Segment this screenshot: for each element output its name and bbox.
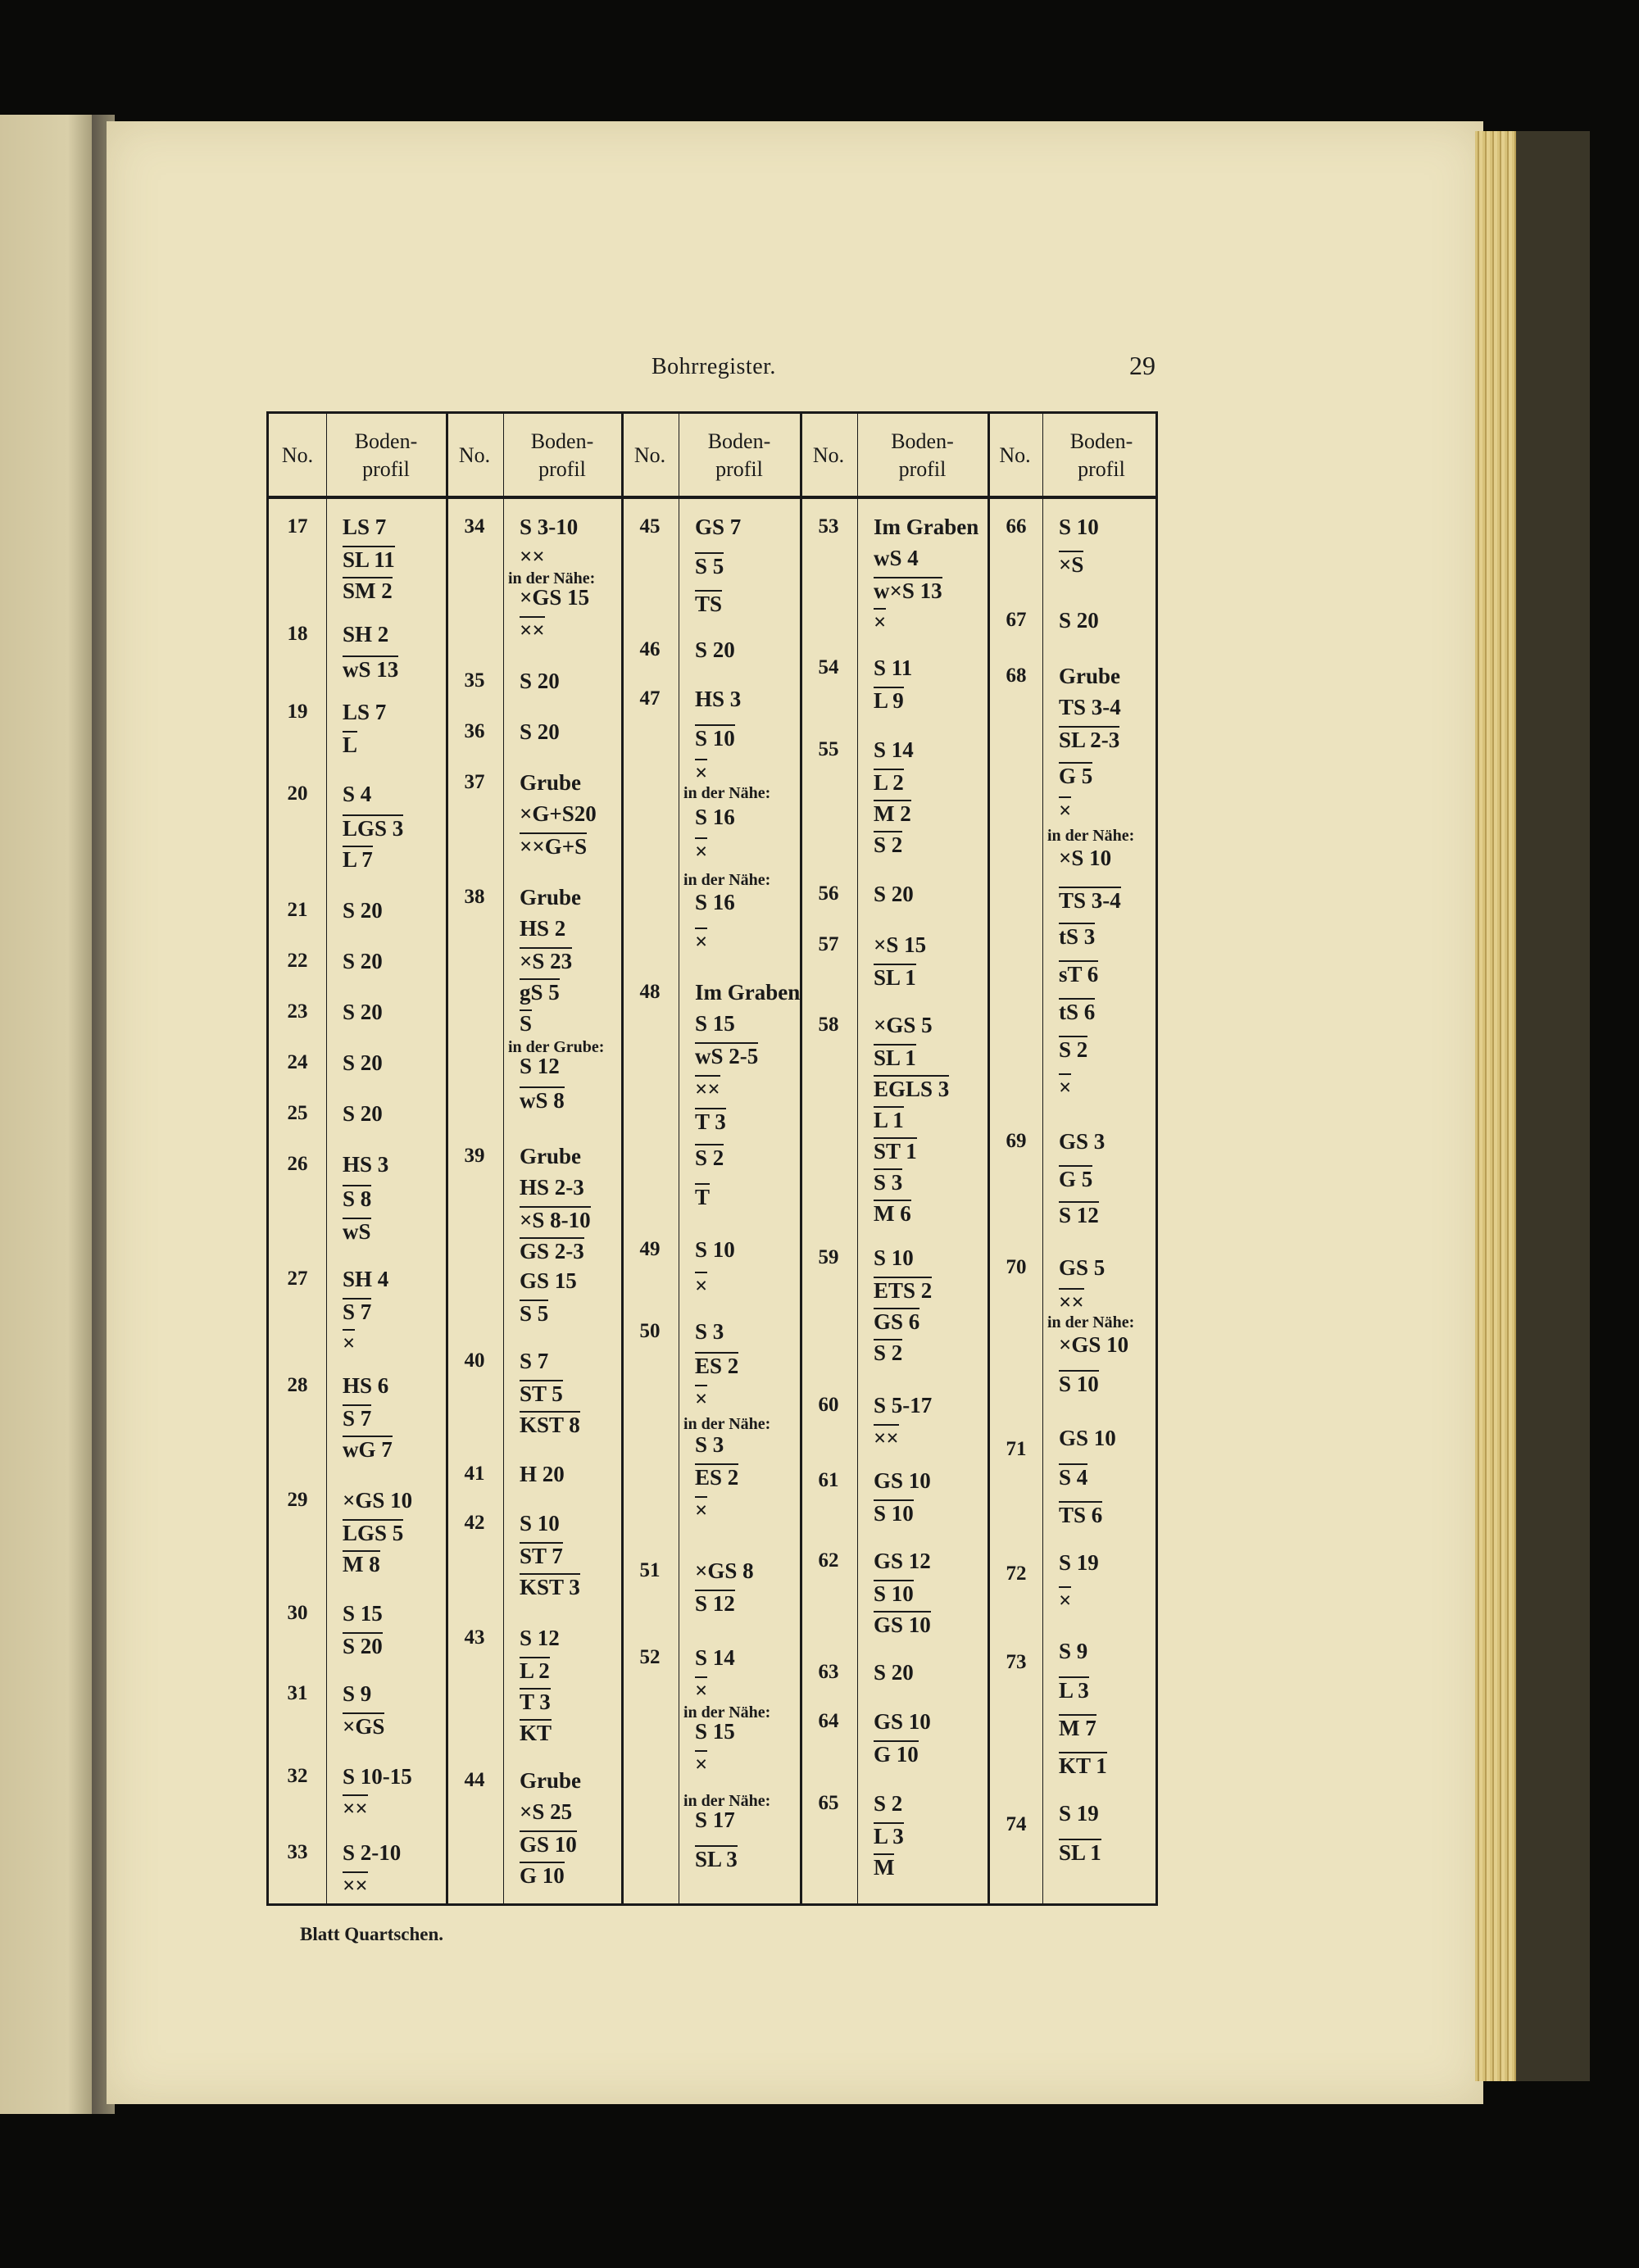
soil-profile-entry: ×S 10: [1059, 846, 1112, 870]
soil-profile-entry: ×: [1059, 798, 1072, 823]
soil-profile-entry: S 20: [874, 882, 914, 906]
soil-profile-entry: SL 1: [1059, 1840, 1101, 1865]
soil-profile-entry: wG 7: [343, 1437, 393, 1462]
bore-number: 70: [1006, 1256, 1027, 1278]
soil-profile-entry: SL 2-3: [1059, 728, 1120, 752]
soil-profile-entry: KST 8: [520, 1413, 580, 1437]
soil-profile-entry: S 20: [343, 1101, 383, 1126]
soil-profile-entry: S 9: [1059, 1639, 1088, 1663]
soil-profile-entry: S 14: [874, 737, 914, 762]
bore-number: 56: [818, 882, 839, 905]
bore-number: 72: [1006, 1563, 1027, 1585]
soil-profile-entry: S 9: [343, 1681, 372, 1706]
soil-profile-entry: S 5-17: [874, 1393, 933, 1418]
soil-profile-entry: ES 2: [695, 1465, 739, 1490]
soil-profile-entry: ×GS 5: [874, 1013, 933, 1037]
soil-profile-entry: ×GS 8: [695, 1558, 754, 1583]
soil-profile-entry: Im Graben: [874, 515, 979, 539]
soil-profile-entry: tS 6: [1059, 1000, 1096, 1024]
bore-number: 44: [464, 1769, 485, 1791]
header-bodenprofil: Boden- profil: [1069, 429, 1133, 481]
soil-profile-entry: S 10: [1059, 1372, 1099, 1396]
soil-profile-entry: ×: [695, 1386, 708, 1411]
bore-number: 45: [639, 515, 661, 538]
soil-profile-entry: gS 5: [520, 980, 560, 1005]
soil-profile-entry: S 10-15: [343, 1764, 412, 1789]
soil-profile-entry: S 17: [695, 1808, 735, 1832]
soil-profile-entry: GS 10: [874, 1709, 931, 1734]
header-no: No.: [812, 443, 845, 468]
bore-number: 66: [1006, 515, 1027, 538]
soil-profile-entry: GS 10: [520, 1832, 577, 1857]
soil-profile-entry: L 2: [874, 770, 904, 795]
location-note: in der Grube:: [508, 1038, 605, 1056]
soil-profile-entry: M 7: [1059, 1716, 1096, 1740]
page-number: 29: [1129, 351, 1155, 380]
soil-profile-entry: w×S 13: [874, 578, 942, 603]
soil-profile-entry: S 5: [520, 1301, 549, 1326]
soil-profile-entry: S 3: [874, 1170, 903, 1195]
bore-number: 25: [287, 1102, 308, 1124]
soil-profile-entry: S 15: [695, 1011, 735, 1036]
soil-profile-entry: ××: [343, 1796, 368, 1821]
bore-number: 50: [639, 1320, 661, 1342]
bore-number: 31: [287, 1682, 308, 1704]
soil-profile-entry: S 20: [343, 1634, 383, 1658]
column-divider: [326, 414, 327, 1903]
soil-profile-entry: S 15: [695, 1719, 735, 1744]
bore-number: 59: [818, 1246, 839, 1268]
bore-number: 53: [818, 515, 839, 538]
soil-profile-entry: ××: [520, 544, 545, 569]
soil-profile-entry: S 10: [695, 726, 735, 751]
bore-number: 51: [639, 1559, 661, 1581]
soil-profile-entry: S 2: [874, 832, 903, 857]
soil-profile-entry: S 19: [1059, 1801, 1099, 1826]
bore-number: 74: [1006, 1813, 1027, 1835]
bore-number: 57: [818, 933, 839, 955]
bore-number: 68: [1006, 665, 1027, 687]
bore-number: 49: [639, 1238, 661, 1260]
location-note: in der Nähe:: [1047, 1313, 1135, 1331]
bore-number: 17: [287, 515, 308, 538]
soil-profile-entry: ×GS: [343, 1714, 385, 1739]
soil-profile-entry: S 12: [520, 1626, 560, 1650]
bore-number: 21: [287, 899, 308, 921]
soil-profile-entry: ×S 25: [520, 1799, 573, 1824]
bore-number: 65: [818, 1792, 839, 1814]
soil-profile-entry: ST 1: [874, 1139, 917, 1163]
soil-profile-entry: ×: [874, 610, 887, 634]
bore-number: 28: [287, 1374, 308, 1396]
soil-profile-entry: S 5: [695, 554, 724, 578]
soil-profile-entry: GS 12: [874, 1549, 931, 1573]
bore-number: 69: [1006, 1130, 1027, 1152]
location-note: in der Nähe:: [683, 1415, 771, 1433]
soil-profile-entry: S 2: [695, 1145, 724, 1170]
soil-profile-entry: wS 8: [520, 1088, 565, 1113]
bore-number: 42: [464, 1512, 485, 1534]
bore-number: 64: [818, 1710, 839, 1732]
soil-profile-entry: ×: [1059, 1075, 1072, 1100]
soil-profile-entry: LGS 3: [343, 816, 404, 841]
header-no: No.: [458, 443, 491, 468]
soil-profile-entry: LS 7: [343, 515, 387, 539]
header-no: No.: [281, 443, 314, 468]
soil-profile-entry: S 20: [520, 719, 560, 744]
soil-profile-entry: TS 6: [1059, 1503, 1103, 1527]
soil-profile-entry: Grube: [520, 1144, 582, 1168]
soil-profile-entry: Im Graben: [695, 980, 801, 1005]
soil-profile-entry: Grube: [1059, 664, 1121, 688]
soil-profile-entry: KST 3: [520, 1575, 580, 1599]
soil-profile-entry: Grube: [520, 1768, 582, 1793]
soil-profile-entry: ×S 15: [874, 932, 927, 957]
soil-profile-entry: ××G+S: [520, 834, 588, 859]
bore-number: 33: [287, 1841, 308, 1863]
soil-profile-entry: S 20: [520, 669, 560, 693]
soil-profile-entry: ×: [695, 760, 708, 785]
running-title: Bohrregister.: [652, 354, 776, 379]
bore-number: 20: [287, 782, 308, 805]
bore-number: 32: [287, 1765, 308, 1787]
location-note: in der Nähe:: [683, 784, 771, 802]
bore-number: 39: [464, 1145, 485, 1167]
location-note: in der Nähe:: [683, 1703, 771, 1721]
soil-profile-entry: S 20: [343, 949, 383, 973]
bore-number: 18: [287, 623, 308, 645]
soil-profile-entry: SL 3: [695, 1847, 738, 1871]
bore-number: 48: [639, 981, 661, 1003]
bore-number: 38: [464, 886, 485, 908]
bore-number: 26: [287, 1153, 308, 1175]
bore-number: 30: [287, 1602, 308, 1624]
soil-profile-entry: L 3: [874, 1824, 904, 1848]
location-note: in der Nähe:: [683, 1792, 771, 1810]
soil-profile-entry: wS 2-5: [695, 1044, 759, 1068]
soil-profile-entry: SH 2: [343, 622, 389, 646]
soil-profile-entry: S 3: [695, 1432, 724, 1457]
soil-profile-entry: EGLS 3: [874, 1077, 950, 1101]
soil-profile-entry: ××: [874, 1426, 899, 1450]
location-note: in der Nähe:: [1047, 827, 1135, 845]
soil-profile-entry: S 20: [1059, 608, 1099, 633]
soil-profile-entry: HS 6: [343, 1373, 389, 1398]
soil-profile-entry: ×: [695, 929, 708, 954]
bore-number: 41: [464, 1463, 485, 1485]
bore-number: 73: [1006, 1651, 1027, 1673]
soil-profile-entry: M 8: [343, 1552, 380, 1576]
soil-profile-entry: S 2: [1059, 1037, 1088, 1062]
borehole-register-table: [266, 411, 1158, 1906]
soil-profile-entry: GS 10: [874, 1468, 931, 1493]
soil-profile-entry: ST 7: [520, 1544, 563, 1568]
header-bodenprofil: Boden- profil: [354, 429, 418, 481]
soil-profile-entry: G 5: [1059, 1167, 1093, 1191]
soil-profile-entry: HS 3: [695, 687, 742, 711]
bore-number: 63: [818, 1661, 839, 1683]
soil-profile-entry: M 6: [874, 1201, 911, 1226]
soil-profile-entry: ×S: [1059, 552, 1084, 577]
soil-profile-entry: SL 11: [343, 547, 395, 572]
soil-profile-entry: GS 10: [874, 1613, 931, 1637]
bore-number: 24: [287, 1051, 308, 1073]
soil-profile-entry: Grube: [520, 885, 582, 909]
soil-profile-entry: T 3: [520, 1690, 551, 1714]
soil-profile-entry: ×GS 15: [520, 585, 590, 610]
soil-profile-entry: M 2: [874, 801, 911, 826]
bore-number: 22: [287, 950, 308, 972]
soil-profile-entry: ×: [343, 1331, 356, 1355]
soil-profile-entry: HS 2-3: [520, 1175, 584, 1200]
header-bodenprofil: Boden- profil: [530, 429, 594, 481]
soil-profile-entry: S 12: [1059, 1203, 1099, 1227]
location-note: in der Nähe:: [683, 871, 771, 889]
soil-profile-entry: HS 2: [520, 916, 566, 941]
bore-number: 47: [639, 687, 661, 710]
soil-profile-entry: G 5: [1059, 764, 1093, 788]
soil-profile-entry: S 7: [343, 1300, 372, 1324]
soil-profile-entry: ×: [695, 1752, 708, 1776]
soil-profile-entry: S 3-10: [520, 515, 579, 539]
soil-profile-entry: L 2: [520, 1658, 550, 1683]
soil-profile-entry: SL 1: [874, 965, 916, 990]
bore-number: 27: [287, 1268, 308, 1290]
soil-profile-entry: GS 15: [520, 1268, 577, 1293]
soil-profile-entry: ×GS 10: [1059, 1332, 1129, 1357]
column-divider: [1042, 414, 1043, 1903]
header-bodenprofil: Boden- profil: [891, 429, 954, 481]
bore-number: 71: [1006, 1438, 1027, 1460]
bore-number: 54: [818, 656, 839, 678]
bore-number: 52: [639, 1646, 661, 1668]
soil-profile-entry: S 2-10: [343, 1840, 402, 1865]
soil-profile-entry: LGS 5: [343, 1521, 404, 1545]
soil-profile-entry: SL 1: [874, 1046, 916, 1070]
soil-profile-entry: ×: [1059, 1588, 1072, 1613]
soil-profile-entry: KT: [520, 1721, 552, 1745]
soil-profile-entry: wS 4: [874, 546, 919, 570]
soil-profile-entry: ××: [1059, 1290, 1084, 1314]
soil-profile-entry: KT 1: [1059, 1753, 1107, 1778]
soil-profile-entry: S 20: [874, 1660, 914, 1685]
soil-profile-entry: ST 5: [520, 1381, 563, 1406]
header-no: No.: [999, 443, 1031, 468]
bore-number: 61: [818, 1469, 839, 1491]
soil-profile-entry: ×: [695, 1498, 708, 1522]
soil-profile-entry: S 7: [520, 1349, 549, 1373]
soil-profile-entry: M: [874, 1855, 895, 1880]
column-group-divider: [621, 414, 624, 1903]
soil-profile-entry: S 20: [695, 637, 735, 662]
soil-profile-entry: TS 3-4: [1059, 888, 1121, 913]
bore-number: 58: [818, 1014, 839, 1036]
soil-profile-entry: L: [343, 733, 358, 757]
soil-profile-entry: ×: [695, 839, 708, 864]
soil-profile-entry: S 4: [343, 782, 372, 806]
soil-profile-entry: ES 2: [695, 1354, 739, 1378]
soil-profile-entry: S 20: [343, 1000, 383, 1024]
bore-number: 43: [464, 1626, 485, 1649]
soil-profile-entry: S 10: [1059, 515, 1099, 539]
soil-profile-entry: S 8: [343, 1186, 372, 1211]
header-bodenprofil: Boden- profil: [707, 429, 771, 481]
soil-profile-entry: S 11: [874, 655, 913, 680]
soil-profile-entry: TS 3-4: [1059, 695, 1121, 719]
sheet-footer: Blatt Quartschen.: [300, 1924, 444, 1944]
soil-profile-entry: Grube: [520, 770, 582, 795]
soil-profile-entry: T 3: [695, 1109, 726, 1134]
soil-profile-entry: T: [695, 1185, 711, 1209]
location-note: in der Nähe:: [508, 569, 596, 587]
soil-profile-entry: L 3: [1059, 1678, 1089, 1703]
soil-profile-entry: tS 3: [1059, 924, 1096, 949]
bore-number: 23: [287, 1000, 308, 1023]
bore-number: 46: [639, 638, 661, 660]
header-no: No.: [633, 443, 666, 468]
bore-number: 19: [287, 701, 308, 723]
soil-profile-entry: L 1: [874, 1108, 904, 1132]
soil-profile-entry: S 7: [343, 1406, 372, 1431]
soil-profile-entry: GS 6: [874, 1309, 920, 1334]
soil-profile-entry: S 12: [520, 1054, 560, 1078]
bore-number: 34: [464, 515, 485, 538]
soil-profile-entry: ×GS 10: [343, 1488, 413, 1513]
soil-profile-entry: S 14: [695, 1645, 735, 1670]
header-rule: [269, 496, 1155, 499]
soil-profile-entry: S 12: [695, 1591, 735, 1616]
soil-profile-entry: wS 13: [343, 657, 399, 682]
soil-profile-entry: S 20: [343, 1050, 383, 1075]
bore-number: 37: [464, 771, 485, 793]
bore-number: 36: [464, 720, 485, 742]
soil-profile-entry: S 19: [1059, 1550, 1099, 1575]
soil-profile-entry: S 2: [874, 1340, 903, 1365]
soil-profile-entry: L 9: [874, 688, 904, 713]
soil-profile-entry: LS 7: [343, 700, 387, 724]
soil-profile-entry: S: [520, 1011, 533, 1036]
soil-profile-entry: ×S 8-10: [520, 1208, 591, 1232]
soil-profile-entry: S 3: [695, 1319, 724, 1344]
bore-number: 60: [818, 1394, 839, 1416]
book-cover-edge: [1516, 131, 1590, 2081]
soil-profile-entry: G 10: [520, 1863, 565, 1888]
soil-profile-entry: S 10: [874, 1245, 914, 1270]
soil-profile-entry: S 10: [874, 1501, 914, 1526]
soil-profile-entry: GS 10: [1059, 1426, 1116, 1450]
column-group-divider: [987, 414, 990, 1903]
page-edges: [1475, 131, 1516, 2081]
soil-profile-entry: GS 5: [1059, 1255, 1106, 1280]
bore-number: 55: [818, 738, 839, 760]
soil-profile-entry: S 16: [695, 890, 735, 914]
column-divider: [857, 414, 858, 1903]
soil-profile-entry: G 10: [874, 1742, 919, 1767]
soil-profile-entry: ××: [343, 1873, 368, 1898]
soil-profile-entry: ×S 23: [520, 949, 573, 973]
soil-profile-entry: wS: [343, 1219, 371, 1244]
soil-profile-entry: S 16: [695, 805, 735, 829]
soil-profile-entry: GS 7: [695, 515, 742, 539]
soil-profile-entry: SH 4: [343, 1267, 389, 1291]
soil-profile-entry: GS 3: [1059, 1129, 1106, 1154]
soil-profile-entry: ××: [520, 618, 545, 642]
soil-profile-entry: HS 3: [343, 1152, 389, 1177]
soil-profile-entry: H 20: [520, 1462, 565, 1486]
soil-profile-entry: SM 2: [343, 578, 393, 603]
soil-profile-entry: S 15: [343, 1601, 383, 1626]
soil-profile-entry: ETS 2: [874, 1278, 933, 1303]
soil-profile-entry: ×: [695, 1678, 708, 1703]
soil-profile-entry: ×G+S20: [520, 801, 597, 826]
soil-profile-entry: ××: [695, 1077, 720, 1101]
soil-profile-entry: GS 2-3: [520, 1239, 584, 1263]
bore-number: 67: [1006, 609, 1027, 631]
soil-profile-entry: S 20: [343, 898, 383, 923]
soil-profile-entry: S 2: [874, 1791, 903, 1816]
soil-profile-entry: S 4: [1059, 1465, 1088, 1490]
bore-number: 40: [464, 1349, 485, 1372]
soil-profile-entry: S 10: [874, 1581, 914, 1606]
soil-profile-entry: sT 6: [1059, 962, 1099, 987]
column-divider: [503, 414, 504, 1903]
bore-number: 29: [287, 1489, 308, 1511]
soil-profile-entry: S 10: [520, 1511, 560, 1535]
soil-profile-entry: ×: [695, 1273, 708, 1298]
bore-number: 62: [818, 1549, 839, 1572]
bore-number: 35: [464, 669, 485, 692]
left-page-edge: [0, 115, 97, 2114]
soil-profile-entry: L 7: [343, 847, 373, 872]
soil-profile-entry: S 10: [695, 1237, 735, 1262]
soil-profile-entry: TS: [695, 592, 723, 616]
